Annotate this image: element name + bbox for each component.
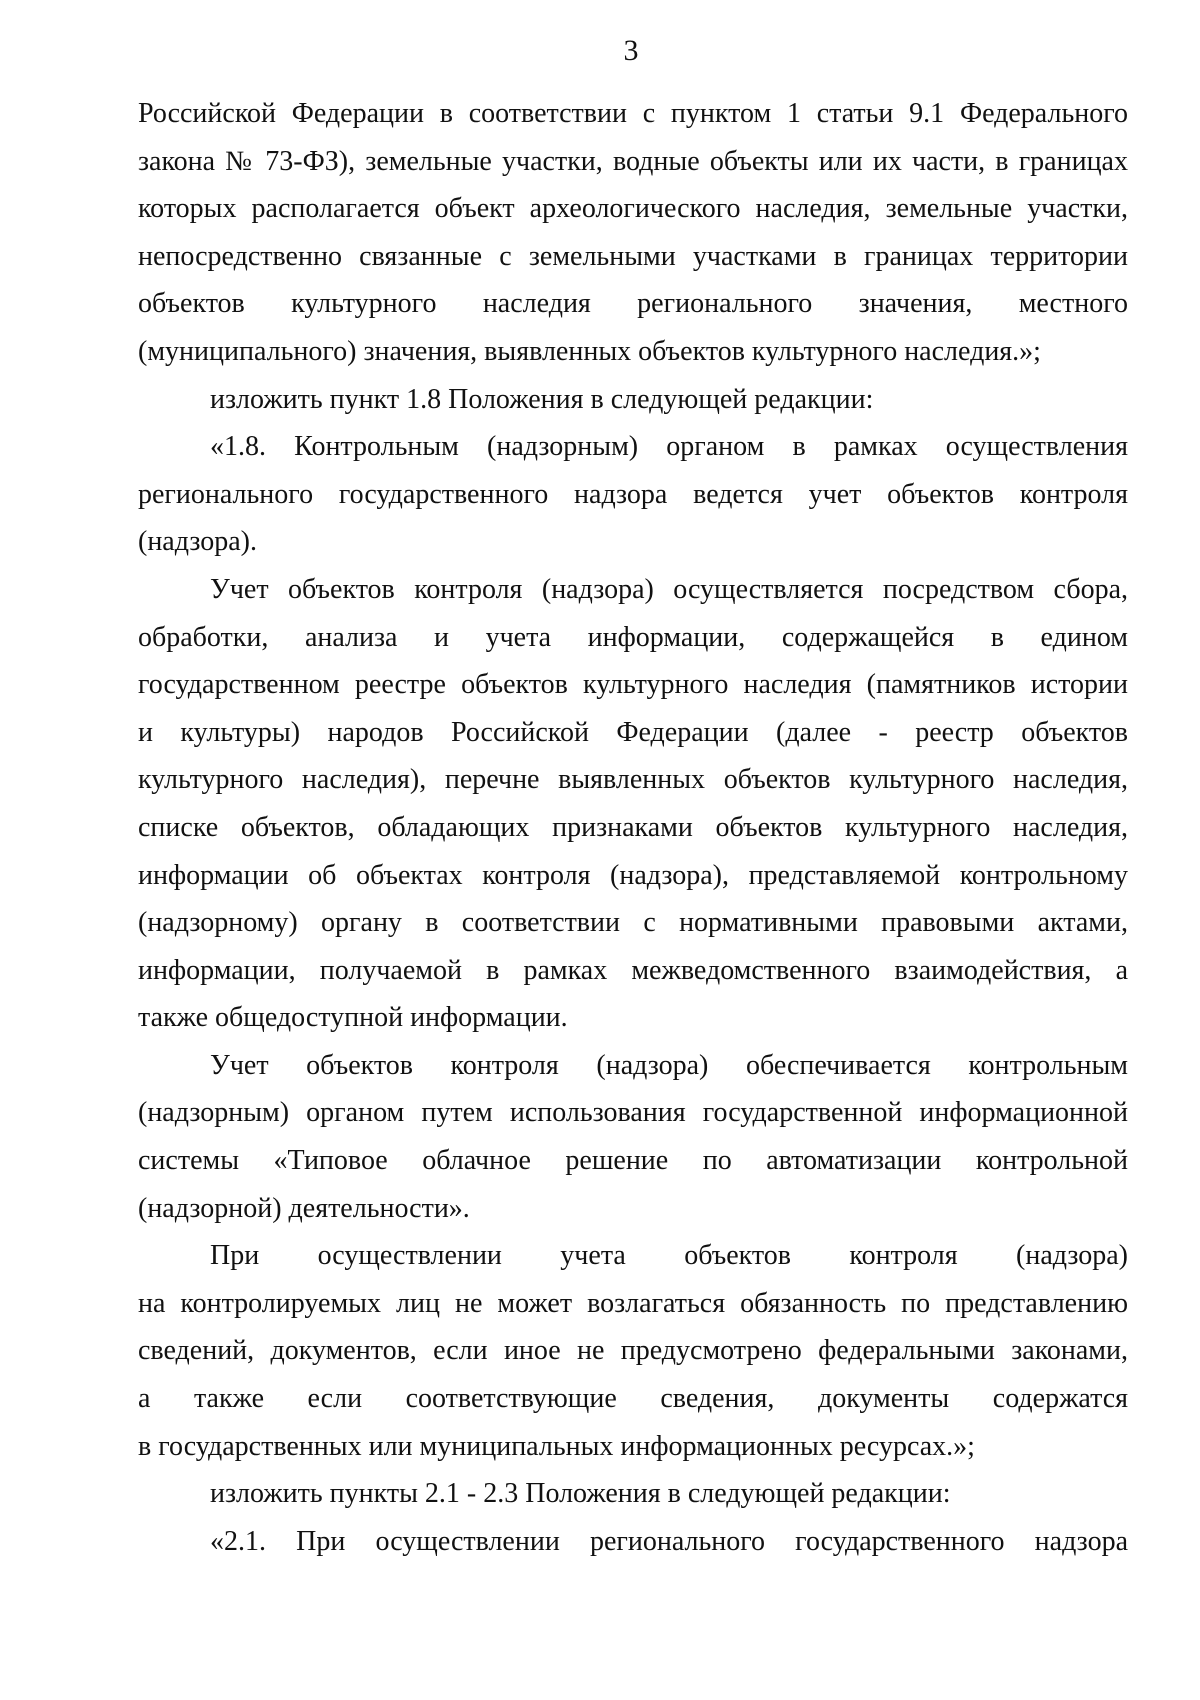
text-line: объектов культурного наследия регионального значения, местного [138,288,1128,320]
text-line: (надзора). [138,526,257,558]
text-line: Российской Федерации в соответствии с пунктом 1 статьи 9.1 Федерального [138,98,1128,129]
text-line: которых располагается объект археологического наследия, земельные участки, [138,193,1128,225]
page-number: 3 [623,34,639,67]
text-line: «1.8. Контрольным (надзорным) органом в рамках осуществления [210,431,1128,463]
text-line: При осуществлении учета объектов контроля (надзора) [210,1240,1128,1272]
text-line: непосредственно связанные с земельными участками в границах территории [138,240,1128,272]
text-line: (надзорному) органу в соответствии с нормативными правовыми актами, [138,907,1128,939]
text-line: культурного наследия), перечне выявленных объектов культурного наследия, [138,764,1128,796]
text-line: (муниципального) значения, выявленных объектов культурного наследия.»; [138,335,1041,367]
text-line: государственном реестре объектов культурного наследия (памятников истории [138,669,1128,701]
text-line: системы «Типовое облачное решение по автоматизации контрольной [138,1145,1128,1177]
text-line: и культуры) народов Российской Федерации (далее - реестр объектов [138,716,1128,748]
text-line: (надзорным) органом путем использования государственной информационной [138,1097,1128,1129]
text-line: списке объектов, обладающих признаками объектов культурного наследия, [138,811,1128,843]
document-body [138,90,1128,1565]
text-line: Учет объектов контроля (надзора) осуществляется посредством сбора, [210,573,1128,605]
text-line: изложить пункты 2.1 - 2.3 Положения в следующей редакции: [210,1478,951,1510]
text-line: обработки, анализа и учета информации, содержащейся в едином [138,621,1128,653]
text-line: а также если соответствующие сведения, документы содержатся [138,1383,1128,1415]
text-line: «2.1. При осуществлении регионального государственного надзора [210,1525,1128,1557]
text-line: информации, получаемой в рамках межведомственного взаимодействия, а [138,954,1128,986]
text-line: в государственных или муниципальных информационных ресурсах.»; [138,1430,975,1462]
text-line: также общедоступной информации. [138,1002,568,1034]
text-line: изложить пункт 1.8 Положения в следующей редакции: [210,383,874,415]
text-line: Учет объектов контроля (надзора) обеспечивается контрольным [210,1049,1128,1081]
text-line: (надзорной) деятельности». [138,1192,470,1224]
text-line: информации об объектах контроля (надзора), представляемой контрольному [138,859,1128,891]
text-line: закона № 73-ФЗ), земельные участки, водные объекты или их части, в границах [138,145,1128,177]
text-line: на контролируемых лиц не может возлагаться обязанность по представлению [138,1287,1128,1319]
text-line: сведений, документов, если иное не предусмотрено федеральными законами, [138,1335,1128,1367]
text-line: регионального государственного надзора ведется учет объектов контроля [138,478,1128,510]
